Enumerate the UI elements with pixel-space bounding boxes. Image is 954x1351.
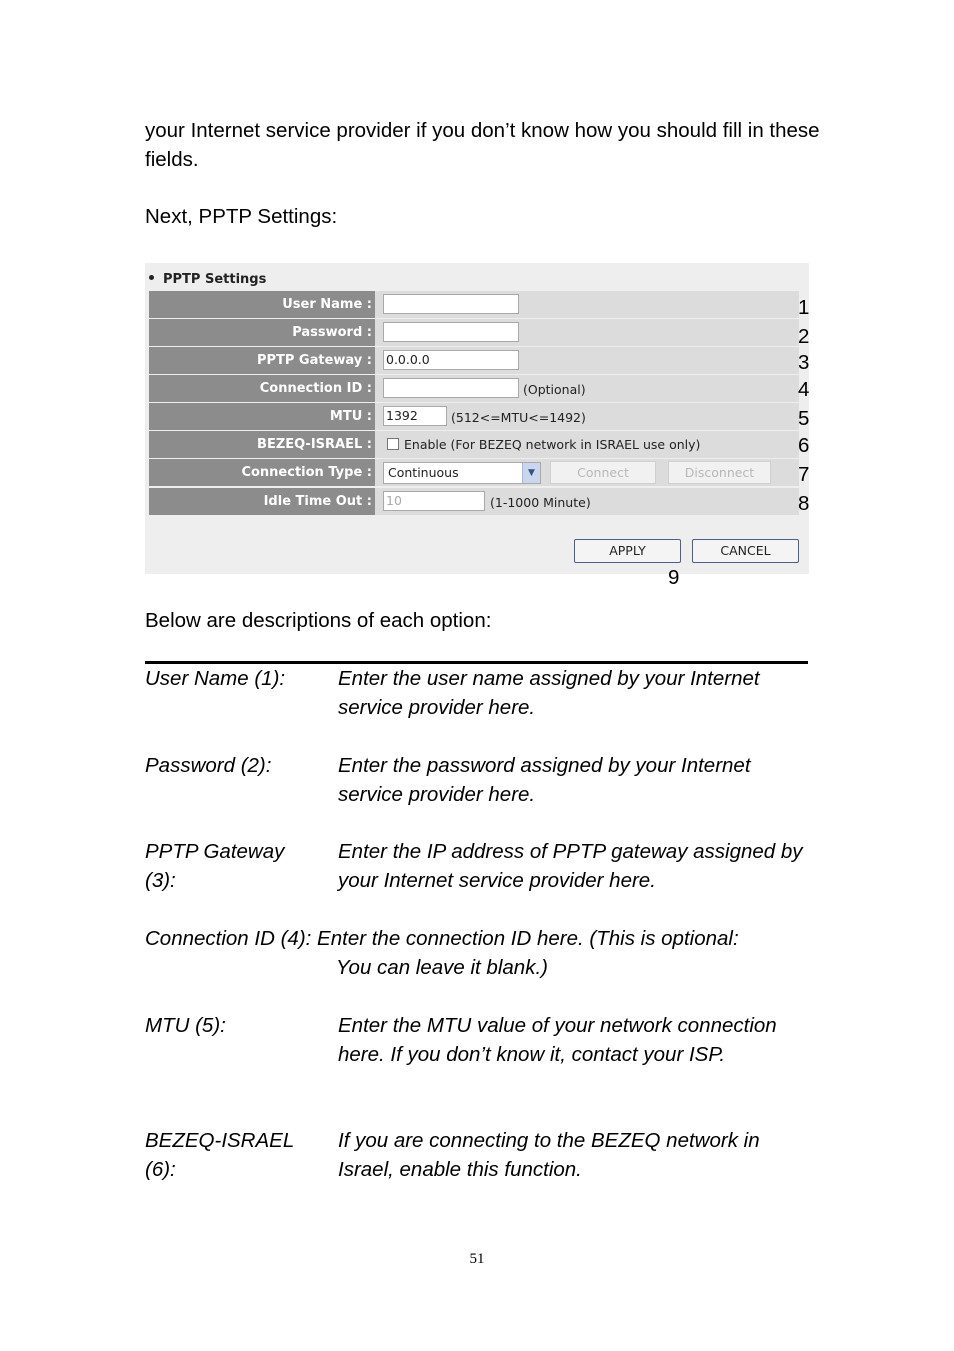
page-number: 51 <box>469 1251 485 1267</box>
bezeq-israel-desc: If you are connecting to the BEZEQ network in Israel, enable this function. <box>338 1129 760 1181</box>
user-name-desc: Enter the user name assigned by your Internet service provider here. <box>338 667 760 719</box>
connection-type-select[interactable] <box>383 462 541 484</box>
password-term: Password (2): <box>145 754 272 777</box>
callout-3: 3 <box>798 351 810 374</box>
user-name-term: User Name (1): <box>145 667 286 690</box>
pptp-settings-panel <box>145 263 809 574</box>
callout-7: 7 <box>798 463 810 486</box>
bezeq-israel-label: BEZEQ-ISRAEL : <box>149 431 375 458</box>
callout-6: 6 <box>798 434 810 457</box>
callout-2: 2 <box>798 325 810 348</box>
mtu-term: MTU (5): <box>145 1014 226 1037</box>
callout-1: 1 <box>798 296 810 319</box>
callout-9: 9 <box>668 566 680 589</box>
pptp-heading: Next, PPTP Settings: <box>145 205 338 228</box>
row-pptp-gateway <box>149 347 799 374</box>
row-connection-id <box>149 375 799 402</box>
pptp-gateway-desc: Enter the IP address of PPTP gateway assigned by your Internet service provider here. <box>338 840 803 892</box>
idle-time-out-note: (1-1000 Minute) <box>490 495 591 510</box>
idle-time-out-label: Idle Time Out : <box>149 488 375 515</box>
panel-title <box>149 272 266 287</box>
row-idle-time-out <box>149 488 799 515</box>
password-input[interactable] <box>383 322 519 342</box>
connection-type-label: Connection Type : <box>149 459 375 486</box>
mtu-input[interactable]: 1392 <box>383 406 447 426</box>
chevron-down-icon: ▼ <box>522 463 540 483</box>
bezeq-enable-text: Enable (For BEZEQ network in ISRAEL use only) <box>404 437 701 452</box>
user-name-label: User Name : <box>149 291 375 318</box>
mtu-label: MTU : <box>149 403 375 430</box>
row-user-name <box>149 291 799 318</box>
disconnect-button[interactable]: Disconnect <box>668 461 771 484</box>
connection-type-value: Continuous <box>388 465 459 480</box>
idle-time-out-input[interactable]: 10 <box>383 491 485 511</box>
user-name-input[interactable] <box>383 294 519 314</box>
pptp-gateway-label: PPTP Gateway : <box>149 347 375 374</box>
connection-id-input[interactable] <box>383 378 519 398</box>
connect-button[interactable]: Connect <box>550 461 656 484</box>
apply-button[interactable]: APPLY <box>574 539 681 563</box>
mtu-desc: Enter the MTU value of your network connection here. If you don’t know it, contact your ISP. <box>338 1014 777 1066</box>
connection-id-label: Connection ID : <box>149 375 375 402</box>
connection-id-note: (Optional) <box>523 382 586 397</box>
pptp-gateway-term: PPTP Gateway (3): <box>145 840 285 892</box>
cancel-button[interactable]: CANCEL <box>692 539 799 563</box>
connection-id-entry-line2: You can leave it blank.) <box>336 956 548 979</box>
connection-id-entry-line1: Connection ID (4): Enter the connection ID here. (This is optional: <box>145 927 739 950</box>
mtu-note: (512<=MTU<=1492) <box>451 410 586 425</box>
bezeq-israel-term: BEZEQ-ISRAEL (6): <box>145 1129 294 1181</box>
row-password <box>149 319 799 346</box>
row-mtu <box>149 403 799 430</box>
descriptions-heading: Below are descriptions of each option: <box>145 609 492 632</box>
bezeq-enable-checkbox[interactable] <box>387 438 399 450</box>
callout-5: 5 <box>798 407 810 430</box>
callout-4: 4 <box>798 378 810 401</box>
intro-paragraph: your Internet service provider if you don’t know how you should fill in these fields. <box>145 119 820 171</box>
password-label: Password : <box>149 319 375 346</box>
row-bezeq-israel <box>149 431 799 458</box>
row-connection-type <box>149 459 799 486</box>
panel-title-text: PPTP Settings <box>163 272 267 287</box>
pptp-gateway-input[interactable]: 0.0.0.0 <box>383 350 519 370</box>
password-desc: Enter the password assigned by your Internet service provider here. <box>338 754 751 806</box>
callout-8: 8 <box>798 492 810 515</box>
bullet-icon <box>149 275 154 280</box>
